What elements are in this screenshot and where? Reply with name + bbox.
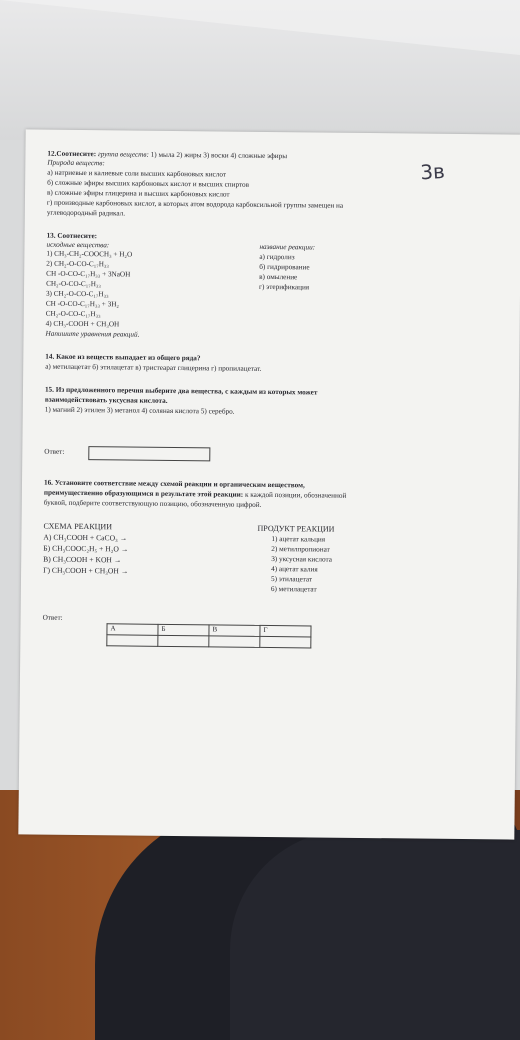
- q16-product-header: ПРОДУКТ РЕАКЦИИ: [257, 523, 335, 534]
- q12-nature-label: Природа веществ:: [47, 158, 105, 168]
- q14-options: а) метилацетат б) этилацетат в) тристеарат глицерина г) пропилацетат.: [45, 362, 262, 373]
- q12-groups: 1) мыла 2) жиры 3) воски 4) сложные эфиры: [150, 150, 288, 161]
- q15-options: 1) магний 2) этилен 3) метанол 4) соляная кислота 5) серебро.: [44, 405, 235, 416]
- q16-title-line3: буквой, подберите соответствующую позицию, обозначенную цифрой.: [43, 498, 262, 509]
- q14-title: 14. Какое из веществ выпадает из общего ряда?: [45, 352, 201, 363]
- handwritten-answer: 3в: [419, 158, 446, 185]
- q13-reaction-name: г) этерификация: [259, 282, 310, 292]
- q15-title-cont: взаимодействовать уксусная кислота.: [44, 395, 168, 405]
- q13-reaction-name: в) омыление: [259, 272, 298, 282]
- answer-cell-v[interactable]: [209, 636, 260, 648]
- q16-product: 1) ацетат кальция: [271, 535, 326, 544]
- q16-answer-label: Ответ:: [42, 613, 63, 622]
- q13-reaction-name: а) гидролиз: [259, 252, 295, 262]
- q16-title-bold: преимущественно образующимся в результате этой реакции:: [43, 488, 244, 499]
- q13-title: 13. Соотнесите:: [46, 231, 98, 241]
- q13-reactant: 2) CH₂-O-CO-C₁₇H₃₃: [46, 259, 109, 269]
- q16-scheme: Г) CH₃COOH + CH₃OH →: [43, 565, 129, 576]
- q16-answer-table: [106, 623, 311, 648]
- q13-reactant: CH₂-O-CO-C₁₇H₃₃: [46, 279, 101, 289]
- q16-scheme: А) CH₃COOH + CaCO₃ →: [43, 532, 128, 543]
- answer-header-cell: Б: [158, 624, 209, 636]
- q16-scheme: В) CH₃COOH + KOH →: [43, 554, 122, 565]
- answer-header-cell: А: [107, 624, 158, 636]
- q16-product: 3) уксусная кислота: [271, 555, 333, 564]
- q12-subtitle: группа веществ:: [97, 150, 149, 159]
- q13-right-label: название реакции:: [259, 242, 316, 252]
- q13-reactant: CH₂-O-CO-C₁₇H₃₃: [45, 309, 101, 319]
- q13-reactant: 4) CH₃-COOH + CH₃OH: [45, 319, 120, 329]
- q12-item: а) натриевые и калиевые соли высших карбоновых кислот: [47, 168, 227, 179]
- q12-title: 12.Соотнесите:: [47, 149, 97, 159]
- q15-answer-field[interactable]: [88, 446, 210, 461]
- q12-item: б) сложные эфиры высших карбоновых кислот и высших спиртов: [47, 178, 250, 189]
- dark-clothing-fold: [230, 830, 520, 1040]
- q16-title: 16. Установите соответствие между схемой реакции и органическим веществом,: [43, 478, 305, 490]
- worksheet-page: [18, 129, 520, 839]
- q12-item: в) сложные эфиры глицерина и высших карбоновых кислот: [47, 188, 230, 199]
- paper-corner: [0, 0, 520, 55]
- answer-header-cell: В: [209, 625, 260, 637]
- q13-reactant: CH -O-CO-C₁₇H₃₃ + 3H₂: [45, 299, 120, 309]
- answer-cell-a[interactable]: [107, 635, 158, 647]
- q13-reactant: 3) CH₂-O-CO-C₁₇H₃₃: [45, 289, 109, 299]
- q16-scheme: Б) CH₃COOC₂H₅ + H₂O →: [43, 543, 129, 554]
- q15-answer-label: Ответ:: [44, 447, 65, 456]
- q16-title-rest: к каждой позиции, обозначенной: [243, 490, 347, 500]
- q13-reactant: 1) CH₃-CH₂-COOCH₃ + H₂O: [46, 249, 133, 259]
- q16-product: 6) метилацетат: [270, 585, 317, 594]
- q12-item: углеводородный радикал.: [46, 208, 126, 218]
- q16-product: 4) ацетат калия: [271, 565, 318, 574]
- q16-product: 2) метилпропионат: [271, 545, 330, 554]
- q13-reaction-name: б) гидрирование: [259, 262, 310, 272]
- q13-left-label: исходные вещества:: [46, 240, 110, 250]
- q15-title: 15. Из предложенного перечня выберите два вещества, с каждым из которых может: [44, 385, 318, 397]
- q13-note: Напишите уравнения реакций.: [45, 329, 140, 339]
- answer-table-input-row: [107, 635, 311, 648]
- q12-item: г) производные карбоновых кислот, в которых атом водорода карбоксильной группы замещен на: [46, 198, 344, 210]
- q16-product: 5) этилацетат: [270, 575, 313, 584]
- q16-scheme-header: СХЕМА РЕАКЦИИ: [43, 521, 113, 532]
- q13-reactant: CH -O-CO-C₁₇H₃₃ + 3NaOH: [46, 269, 131, 279]
- answer-cell-b[interactable]: [158, 635, 209, 647]
- answer-header-cell: Г: [260, 625, 311, 637]
- answer-cell-g[interactable]: [260, 636, 311, 648]
